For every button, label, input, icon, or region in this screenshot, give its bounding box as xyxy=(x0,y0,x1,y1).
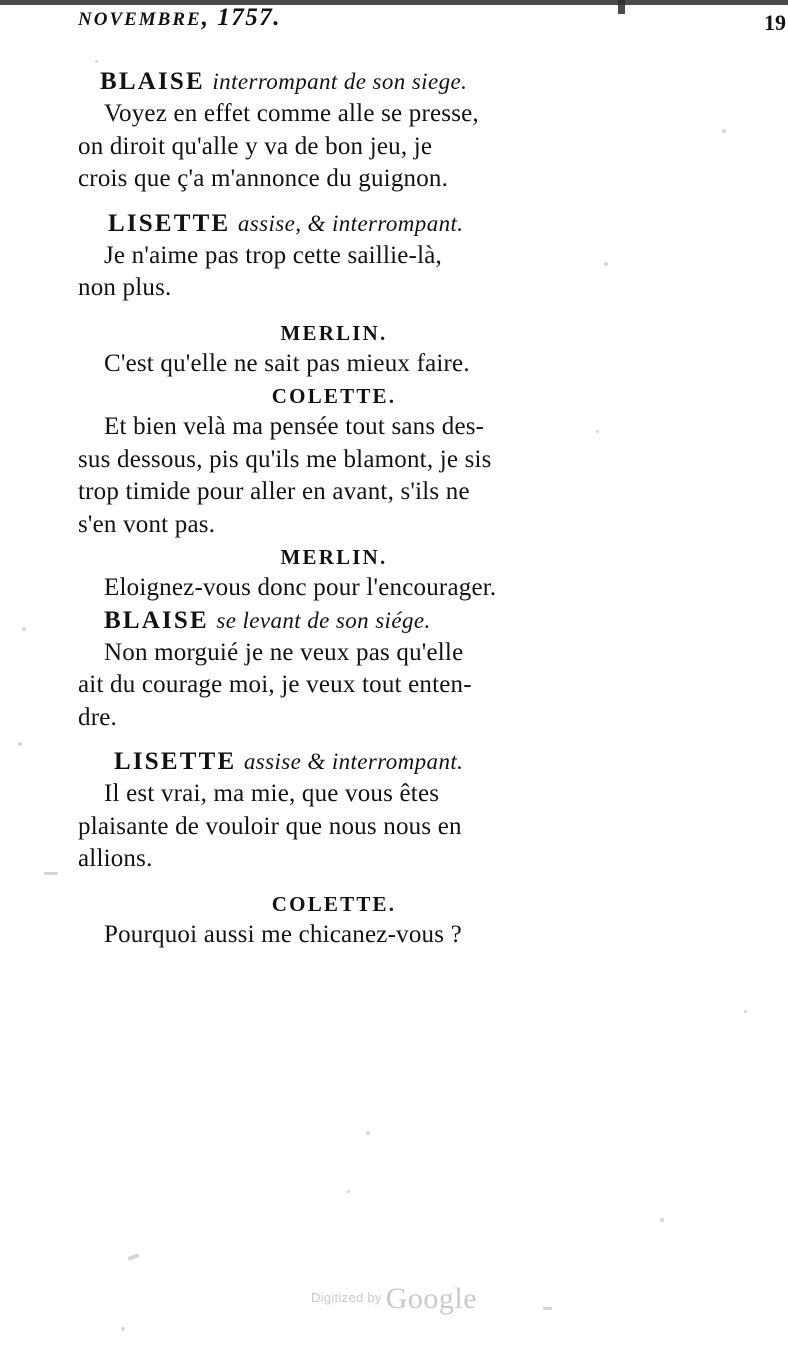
speaker-name: LISETTE xyxy=(108,209,231,237)
running-head xyxy=(0,0,788,40)
page-number: 19 xyxy=(764,10,786,35)
google-logo: Google xyxy=(385,1282,478,1315)
speech-text xyxy=(78,919,590,952)
speaker-name: BLAISE xyxy=(100,68,205,95)
speech-heading xyxy=(78,748,590,776)
text-line: Je n'aime pas trop cette saillie-là, xyxy=(104,241,442,269)
text-line: Non morguié je ne veux pas qu'elle xyxy=(104,638,464,666)
speaker-name: COLETTE. xyxy=(271,891,397,916)
text-line: crois que ç'a m'annonce du guignon. xyxy=(78,165,449,192)
text-line: plaisante de vouloir que nous nous en xyxy=(78,812,462,840)
speech-text xyxy=(78,348,590,381)
google-watermark xyxy=(0,1282,788,1316)
speech-text xyxy=(78,572,590,605)
speaker-name: LISETTE xyxy=(114,748,237,775)
text-line: Pourquoi aussi me chicanez-vous ? xyxy=(104,920,462,948)
stage-direction: se levant de son siége. xyxy=(216,607,431,633)
speaker-name: BLAISE xyxy=(104,606,209,634)
text-line: Eloignez-vous donc pour l'encourager. xyxy=(104,574,497,601)
text-line: dre. xyxy=(78,703,117,731)
text-line: sus dessous, pis qu'ils me blamont, je sis xyxy=(78,445,492,473)
running-head-month: NOVEMBRE xyxy=(78,9,202,30)
text-line: Il est vrai, ma mie, que vous êtes xyxy=(104,780,440,807)
text-line: non plus. xyxy=(78,274,172,301)
text-line: ait du courage moi, je veux tout enten- xyxy=(78,671,472,698)
text-line: allions. xyxy=(78,845,153,872)
running-head-year: , 1757. xyxy=(201,4,281,31)
text-line: on diroit qu'alle y va de bon jeu, je xyxy=(78,132,433,160)
text-line: C'est qu'elle ne sait pas mieux faire. xyxy=(104,349,470,377)
speech-text xyxy=(78,778,590,876)
page-body xyxy=(78,66,590,953)
text-line: trop timide pour aller en avant, s'ils ne xyxy=(78,478,470,505)
text-line: Et bien velà ma pensée tout sans des- xyxy=(104,413,485,440)
speech-heading xyxy=(78,68,590,96)
speech-text xyxy=(78,240,590,305)
speech-text xyxy=(78,637,590,735)
text-line: s'en vont pas. xyxy=(78,510,216,538)
stage-direction: interrompant de son siege. xyxy=(212,69,468,94)
text-line: Voyez en effet comme alle se presse, xyxy=(104,100,479,127)
digitized-by-label: Digitized by xyxy=(310,1290,382,1305)
speaker-name: MERLIN. xyxy=(280,320,388,345)
stage-direction: assise, & interrompant. xyxy=(237,210,464,236)
speech-text xyxy=(78,411,590,541)
speaker-name: COLETTE. xyxy=(271,384,397,408)
speaker-name: MERLIN. xyxy=(280,545,388,569)
running-head-title xyxy=(78,4,281,32)
speech-heading xyxy=(78,210,590,238)
speech-text xyxy=(78,98,590,196)
speech-heading xyxy=(78,607,590,635)
stage-direction: assise & interrompant. xyxy=(243,749,464,774)
